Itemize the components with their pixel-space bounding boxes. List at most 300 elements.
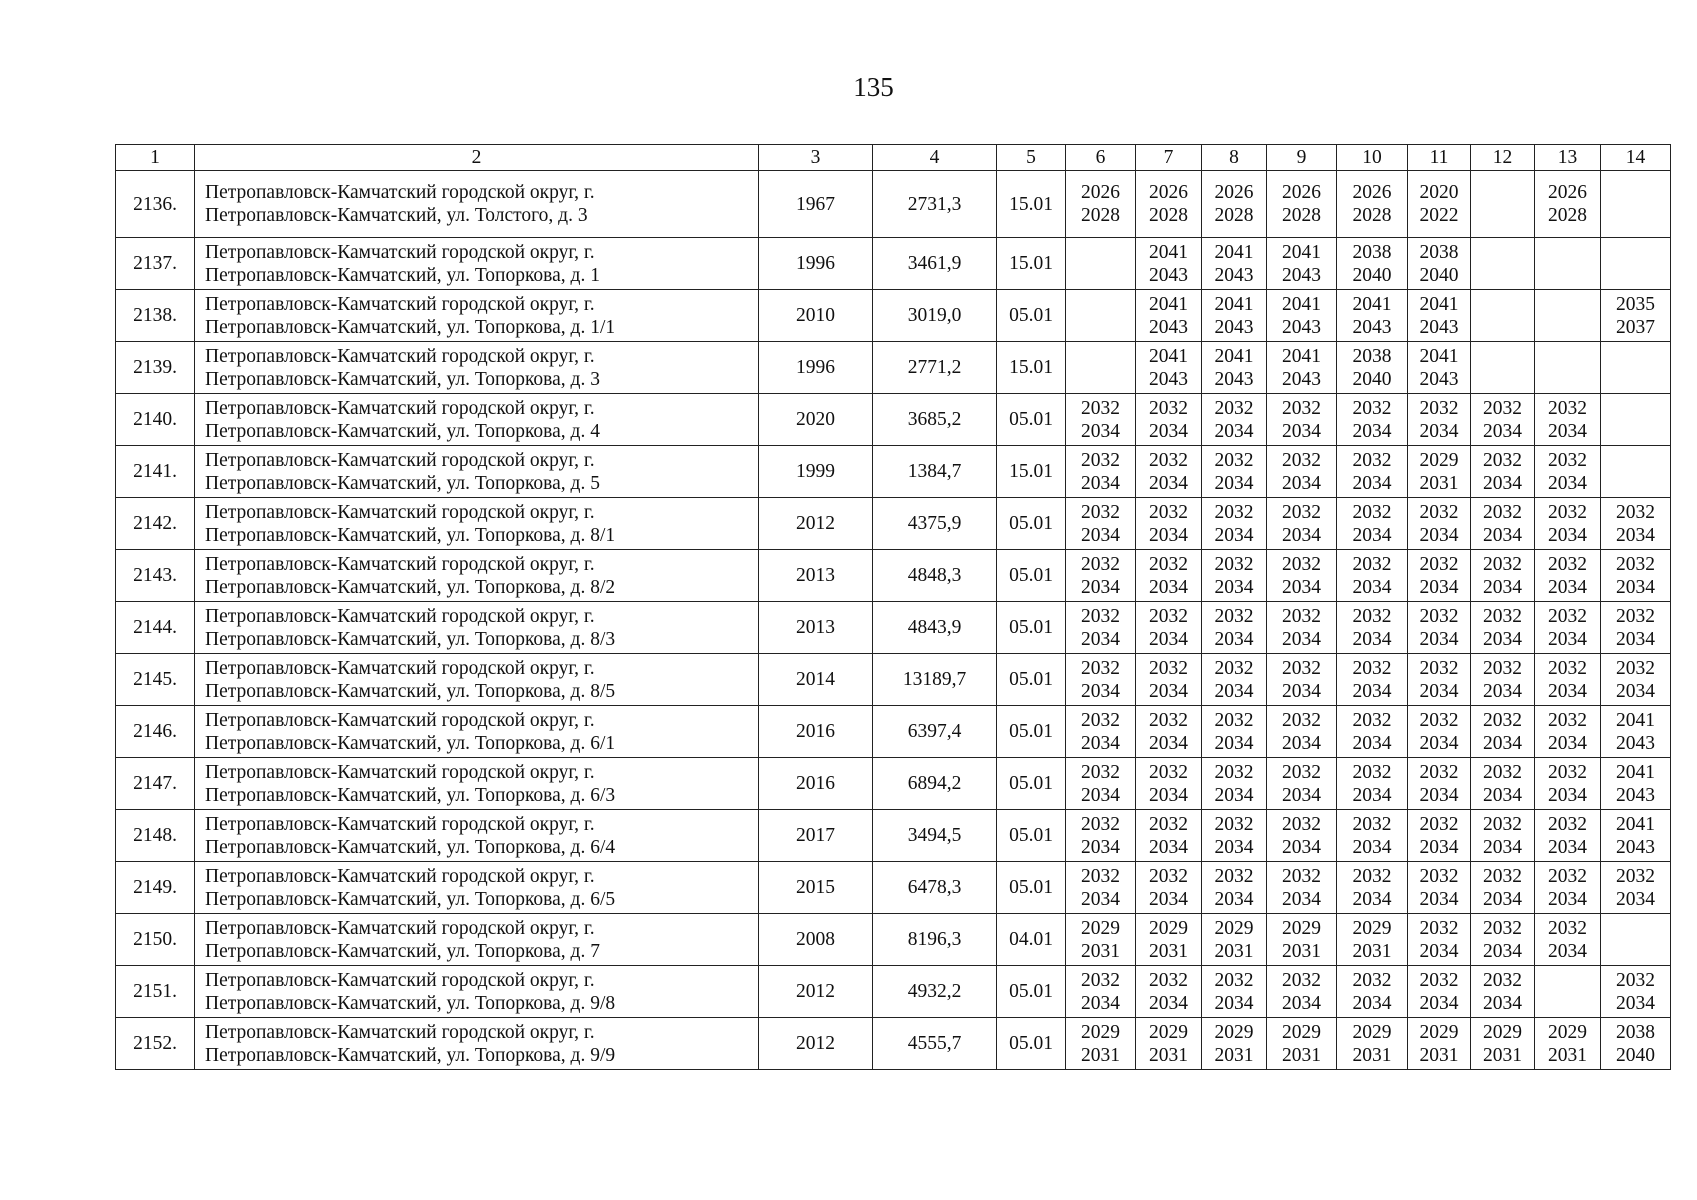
period-start: 2032 — [1483, 917, 1522, 939]
period-start: 2032 — [1214, 969, 1254, 991]
period-cell — [1267, 966, 1337, 1018]
address-line: Петропавловск-Камчатский, ул. Топоркова, д. 6/4 — [205, 836, 616, 858]
address-cell — [195, 446, 759, 498]
period-end: 2028 — [1149, 205, 1188, 226]
period-cell — [1136, 446, 1202, 498]
period-cell — [1535, 862, 1601, 914]
period-cell — [1408, 654, 1471, 706]
period-end: 2034 — [1352, 524, 1392, 546]
column-header: 7 — [1136, 145, 1202, 171]
period-end: 2031 — [1081, 940, 1120, 962]
period-cell — [1202, 290, 1267, 342]
row-number: 2139. — [116, 342, 195, 394]
period-end: 2034 — [1548, 888, 1587, 910]
period-start: 2032 — [1282, 969, 1321, 991]
period-start: 2029 — [1352, 1021, 1392, 1043]
period-start: 2032 — [1419, 969, 1459, 991]
period-cell — [1337, 446, 1408, 498]
period-start: 2032 — [1419, 501, 1459, 523]
period-cell — [1267, 862, 1337, 914]
period-start: 2032 — [1149, 397, 1188, 419]
period-cell — [1136, 810, 1202, 862]
period-start: 2041 — [1214, 241, 1254, 263]
address-cell — [195, 394, 759, 446]
period-start: 2032 — [1352, 813, 1392, 835]
period-start: 2032 — [1282, 553, 1321, 575]
area-value: 6397,4 — [873, 706, 997, 758]
period-end: 2034 — [1419, 420, 1459, 442]
period-start: 2041 — [1149, 293, 1188, 315]
period-end: 2034 — [1282, 420, 1321, 442]
period-start: 2029 — [1214, 917, 1254, 939]
period-cell — [1471, 810, 1535, 862]
period-end: 2034 — [1352, 732, 1392, 754]
period-start: 2041 — [1282, 293, 1321, 315]
period-start: 2032 — [1419, 397, 1459, 419]
period-start: 2029 — [1548, 1021, 1587, 1043]
period-end: 2034 — [1149, 784, 1188, 806]
period-end: 2034 — [1419, 628, 1459, 650]
period-end: 2034 — [1149, 420, 1188, 442]
period-start: 2032 — [1214, 605, 1254, 627]
address-line: Петропавловск-Камчатский городской округ, г. — [205, 241, 595, 263]
period-end: 2043 — [1419, 368, 1459, 390]
table-row — [116, 862, 1671, 914]
type-code: 05.01 — [997, 654, 1066, 706]
address-line: Петропавловск-Камчатский, ул. Топоркова, д. 6/5 — [205, 888, 616, 910]
address-cell — [195, 914, 759, 966]
period-end: 2034 — [1419, 940, 1459, 962]
type-code: 15.01 — [997, 171, 1066, 238]
period-start: 2032 — [1548, 553, 1587, 575]
table-row — [116, 706, 1671, 758]
period-end: 2034 — [1282, 628, 1321, 650]
period-end: 2034 — [1419, 888, 1459, 910]
period-cell — [1601, 966, 1671, 1018]
address-line: Петропавловск-Камчатский, ул. Топоркова, д. 5 — [205, 472, 600, 494]
period-end: 2034 — [1352, 992, 1392, 1014]
period-cell — [1136, 342, 1202, 394]
period-start: 2032 — [1149, 501, 1188, 523]
period-end: 2034 — [1419, 576, 1459, 598]
period-start: 2032 — [1483, 397, 1522, 419]
year-built: 2015 — [759, 862, 873, 914]
period-end: 2043 — [1149, 368, 1188, 390]
period-end: 2031 — [1483, 1044, 1522, 1066]
table-row — [116, 290, 1671, 342]
period-cell — [1202, 706, 1267, 758]
period-end: 2040 — [1352, 264, 1392, 286]
period-end: 2031 — [1419, 472, 1459, 494]
period-cell — [1267, 290, 1337, 342]
period-start: 2038 — [1352, 241, 1392, 263]
year-built: 2012 — [759, 498, 873, 550]
period-cell — [1066, 550, 1136, 602]
period-start: 2032 — [1548, 657, 1587, 679]
period-start: 2032 — [1352, 553, 1392, 575]
period-start: 2041 — [1616, 761, 1655, 783]
period-start: 2026 — [1548, 182, 1587, 203]
period-end: 2028 — [1352, 205, 1392, 226]
address-line: Петропавловск-Камчатский городской округ, г. — [205, 182, 595, 203]
period-cell — [1337, 290, 1408, 342]
period-end: 2040 — [1616, 1044, 1655, 1066]
address-line: Петропавловск-Камчатский, ул. Топоркова, д. 8/3 — [205, 628, 616, 650]
period-end: 2034 — [1214, 836, 1254, 858]
period-start: 2032 — [1352, 397, 1392, 419]
type-code: 04.01 — [997, 914, 1066, 966]
period-cell — [1066, 498, 1136, 550]
period-start: 2032 — [1149, 553, 1188, 575]
period-start: 2032 — [1419, 813, 1459, 835]
period-cell — [1066, 238, 1136, 290]
period-start: 2032 — [1548, 917, 1587, 939]
period-cell — [1136, 550, 1202, 602]
period-cell — [1471, 862, 1535, 914]
row-number: 2137. — [116, 238, 195, 290]
period-cell — [1202, 342, 1267, 394]
address-line: Петропавловск-Камчатский городской округ, г. — [205, 345, 595, 367]
address-line: Петропавловск-Камчатский, ул. Толстого, д. 3 — [205, 205, 588, 226]
period-start: 2041 — [1352, 293, 1392, 315]
period-end: 2034 — [1352, 680, 1392, 702]
row-number: 2150. — [116, 914, 195, 966]
row-number: 2140. — [116, 394, 195, 446]
period-end: 2034 — [1149, 836, 1188, 858]
period-cell — [1471, 602, 1535, 654]
address-line: Петропавловск-Камчатский, ул. Топоркова, д. 8/2 — [205, 576, 616, 598]
period-start: 2032 — [1352, 709, 1392, 731]
period-cell — [1471, 171, 1535, 238]
table-row — [116, 238, 1671, 290]
period-cell — [1202, 966, 1267, 1018]
period-start: 2032 — [1548, 709, 1587, 731]
period-start: 2032 — [1081, 501, 1120, 523]
period-cell — [1267, 602, 1337, 654]
period-cell — [1066, 342, 1136, 394]
period-end: 2034 — [1081, 680, 1120, 702]
period-cell — [1066, 862, 1136, 914]
year-built: 2013 — [759, 550, 873, 602]
period-end: 2034 — [1483, 940, 1522, 962]
period-end: 2034 — [1616, 680, 1655, 702]
period-end: 2034 — [1419, 680, 1459, 702]
period-end: 2034 — [1548, 524, 1587, 546]
period-start: 2032 — [1214, 657, 1254, 679]
period-cell — [1267, 810, 1337, 862]
period-end: 2034 — [1616, 992, 1655, 1014]
period-start: 2032 — [1214, 813, 1254, 835]
period-cell — [1471, 966, 1535, 1018]
period-start: 2032 — [1483, 761, 1522, 783]
period-end: 2031 — [1214, 1044, 1254, 1066]
period-end: 2034 — [1081, 576, 1120, 598]
table-row — [116, 171, 1671, 238]
period-cell — [1136, 758, 1202, 810]
period-start: 2032 — [1483, 709, 1522, 731]
period-start: 2032 — [1081, 969, 1120, 991]
period-start: 2029 — [1282, 917, 1321, 939]
period-end: 2034 — [1483, 992, 1522, 1014]
period-end: 2034 — [1419, 784, 1459, 806]
period-start: 2032 — [1149, 761, 1188, 783]
period-end: 2034 — [1149, 628, 1188, 650]
period-cell — [1066, 654, 1136, 706]
period-end: 2034 — [1282, 888, 1321, 910]
period-end: 2034 — [1352, 420, 1392, 442]
period-end: 2034 — [1081, 628, 1120, 650]
period-end: 2034 — [1214, 680, 1254, 702]
period-cell — [1267, 914, 1337, 966]
period-cell — [1136, 914, 1202, 966]
period-end: 2031 — [1548, 1044, 1587, 1066]
type-code: 15.01 — [997, 342, 1066, 394]
period-end: 2034 — [1149, 524, 1188, 546]
table-row — [116, 602, 1671, 654]
address-line: Петропавловск-Камчатский городской округ, г. — [205, 553, 595, 575]
period-start: 2032 — [1483, 657, 1522, 679]
period-start: 2032 — [1483, 553, 1522, 575]
period-cell — [1202, 238, 1267, 290]
table-row — [116, 654, 1671, 706]
period-end: 2034 — [1548, 576, 1587, 598]
period-start: 2032 — [1282, 397, 1321, 419]
period-start: 2032 — [1282, 761, 1321, 783]
address-line: Петропавловск-Камчатский, ул. Топоркова, д. 9/9 — [205, 1044, 616, 1066]
address-line: Петропавловск-Камчатский городской округ, г. — [205, 397, 595, 419]
period-cell — [1601, 654, 1671, 706]
period-cell — [1066, 810, 1136, 862]
period-end: 2043 — [1282, 316, 1321, 338]
period-start: 2041 — [1616, 813, 1655, 835]
period-start: 2041 — [1149, 345, 1188, 367]
period-end: 2034 — [1214, 576, 1254, 598]
period-start: 2032 — [1352, 761, 1392, 783]
period-cell — [1535, 602, 1601, 654]
period-cell — [1267, 706, 1337, 758]
period-cell — [1535, 290, 1601, 342]
period-cell — [1535, 966, 1601, 1018]
period-end: 2034 — [1214, 472, 1254, 494]
column-header: 5 — [997, 145, 1066, 171]
period-cell — [1601, 810, 1671, 862]
year-built: 2020 — [759, 394, 873, 446]
period-cell — [1337, 758, 1408, 810]
period-cell — [1535, 914, 1601, 966]
period-start: 2032 — [1214, 709, 1254, 731]
period-cell — [1535, 238, 1601, 290]
row-number: 2138. — [116, 290, 195, 342]
area-value: 4555,7 — [873, 1018, 997, 1070]
period-end: 2034 — [1214, 732, 1254, 754]
type-code: 05.01 — [997, 966, 1066, 1018]
table-row — [116, 446, 1671, 498]
area-value: 13189,7 — [873, 654, 997, 706]
period-start: 2032 — [1149, 449, 1188, 471]
period-start: 2032 — [1548, 397, 1587, 419]
period-start: 2032 — [1149, 813, 1188, 835]
period-cell — [1066, 394, 1136, 446]
type-code: 15.01 — [997, 446, 1066, 498]
address-cell — [195, 810, 759, 862]
period-cell — [1601, 706, 1671, 758]
page-number: 135 — [853, 72, 894, 102]
period-start: 2032 — [1419, 709, 1459, 731]
period-start: 2032 — [1419, 761, 1459, 783]
period-end: 2034 — [1081, 472, 1120, 494]
period-start: 2032 — [1483, 969, 1522, 991]
period-start: 2032 — [1616, 605, 1655, 627]
period-end: 2031 — [1081, 1044, 1120, 1066]
period-cell — [1408, 758, 1471, 810]
address-line: Петропавловск-Камчатский городской округ, г. — [205, 813, 595, 835]
period-end: 2034 — [1419, 836, 1459, 858]
period-start: 2032 — [1214, 449, 1254, 471]
period-start: 2032 — [1081, 449, 1120, 471]
period-start: 2032 — [1282, 657, 1321, 679]
area-value: 4848,3 — [873, 550, 997, 602]
period-end: 2034 — [1616, 524, 1655, 546]
period-end: 2034 — [1081, 524, 1120, 546]
period-cell — [1267, 550, 1337, 602]
address-line: Петропавловск-Камчатский городской округ, г. — [205, 865, 595, 887]
period-cell — [1535, 810, 1601, 862]
period-start: 2032 — [1282, 605, 1321, 627]
period-start: 2032 — [1214, 761, 1254, 783]
address-line: Петропавловск-Камчатский городской округ, г. — [205, 709, 595, 731]
period-cell — [1337, 238, 1408, 290]
period-cell — [1202, 914, 1267, 966]
header-row — [116, 145, 1671, 171]
period-end: 2028 — [1282, 205, 1321, 226]
period-end: 2043 — [1149, 264, 1188, 286]
type-code: 05.01 — [997, 706, 1066, 758]
period-end: 2031 — [1352, 940, 1392, 962]
period-cell — [1202, 394, 1267, 446]
column-header: 13 — [1535, 145, 1601, 171]
period-cell — [1202, 654, 1267, 706]
period-cell — [1267, 394, 1337, 446]
period-end: 2034 — [1081, 992, 1120, 1014]
period-end: 2034 — [1483, 836, 1522, 858]
period-cell — [1337, 1018, 1408, 1070]
address-cell — [195, 342, 759, 394]
period-cell — [1337, 498, 1408, 550]
period-cell — [1601, 758, 1671, 810]
period-end: 2034 — [1352, 472, 1392, 494]
period-cell — [1408, 602, 1471, 654]
period-cell — [1535, 706, 1601, 758]
period-cell — [1535, 394, 1601, 446]
address-line: Петропавловск-Камчатский городской округ, г. — [205, 1021, 595, 1043]
period-cell — [1136, 654, 1202, 706]
period-start: 2032 — [1352, 865, 1392, 887]
period-end: 2034 — [1483, 576, 1522, 598]
column-header: 3 — [759, 145, 873, 171]
column-header: 8 — [1202, 145, 1267, 171]
period-end: 2034 — [1352, 628, 1392, 650]
period-cell — [1136, 498, 1202, 550]
period-cell — [1267, 446, 1337, 498]
period-end: 2043 — [1214, 316, 1254, 338]
period-cell — [1471, 1018, 1535, 1070]
period-end: 2031 — [1149, 1044, 1188, 1066]
period-cell — [1535, 342, 1601, 394]
address-line: Петропавловск-Камчатский, ул. Топоркова, д. 8/1 — [205, 524, 616, 546]
period-cell — [1136, 290, 1202, 342]
period-start: 2032 — [1419, 865, 1459, 887]
period-start: 2032 — [1483, 605, 1522, 627]
period-cell — [1267, 1018, 1337, 1070]
period-start: 2032 — [1616, 657, 1655, 679]
period-start: 2032 — [1419, 657, 1459, 679]
period-start: 2032 — [1548, 761, 1587, 783]
address-line: Петропавловск-Камчатский, ул. Топоркова, д. 9/8 — [205, 992, 616, 1014]
period-cell — [1337, 706, 1408, 758]
period-start: 2032 — [1282, 709, 1321, 731]
area-value: 3494,5 — [873, 810, 997, 862]
period-start: 2032 — [1483, 501, 1522, 523]
period-start: 2032 — [1149, 605, 1188, 627]
period-end: 2043 — [1352, 316, 1392, 338]
address-cell — [195, 1018, 759, 1070]
period-end: 2034 — [1214, 524, 1254, 546]
table-row — [116, 1018, 1671, 1070]
period-end: 2034 — [1352, 888, 1392, 910]
period-cell — [1535, 446, 1601, 498]
period-end: 2034 — [1548, 836, 1587, 858]
period-start: 2032 — [1282, 449, 1321, 471]
period-start: 2020 — [1419, 182, 1459, 203]
period-start: 2032 — [1483, 449, 1522, 471]
period-end: 2043 — [1616, 732, 1655, 754]
period-end: 2034 — [1352, 576, 1392, 598]
period-cell — [1337, 862, 1408, 914]
period-cell — [1535, 171, 1601, 238]
period-start: 2038 — [1352, 345, 1392, 367]
period-end: 2034 — [1081, 732, 1120, 754]
period-cell — [1202, 498, 1267, 550]
address-cell — [195, 498, 759, 550]
period-start: 2038 — [1616, 1021, 1655, 1043]
period-end: 2034 — [1149, 472, 1188, 494]
period-start: 2032 — [1483, 813, 1522, 835]
period-end: 2043 — [1419, 316, 1459, 338]
period-end: 2034 — [1548, 940, 1587, 962]
address-line: Петропавловск-Камчатский, ул. Топоркова, д. 6/1 — [205, 732, 616, 754]
period-end: 2034 — [1419, 524, 1459, 546]
table-row — [116, 550, 1671, 602]
period-cell — [1066, 1018, 1136, 1070]
period-start: 2029 — [1149, 917, 1188, 939]
period-start: 2029 — [1081, 1021, 1120, 1043]
address-line: Петропавловск-Камчатский, ул. Топоркова, д. 3 — [205, 368, 600, 390]
year-built: 1967 — [759, 171, 873, 238]
period-cell — [1202, 758, 1267, 810]
period-cell — [1408, 706, 1471, 758]
period-end: 2034 — [1548, 628, 1587, 650]
period-start: 2032 — [1548, 501, 1587, 523]
period-end: 2034 — [1483, 420, 1522, 442]
period-end: 2031 — [1282, 940, 1321, 962]
period-cell — [1408, 1018, 1471, 1070]
period-start: 2029 — [1419, 449, 1459, 471]
type-code: 05.01 — [997, 810, 1066, 862]
period-cell — [1601, 446, 1671, 498]
period-end: 2034 — [1081, 784, 1120, 806]
row-number: 2144. — [116, 602, 195, 654]
period-start: 2038 — [1419, 241, 1459, 263]
